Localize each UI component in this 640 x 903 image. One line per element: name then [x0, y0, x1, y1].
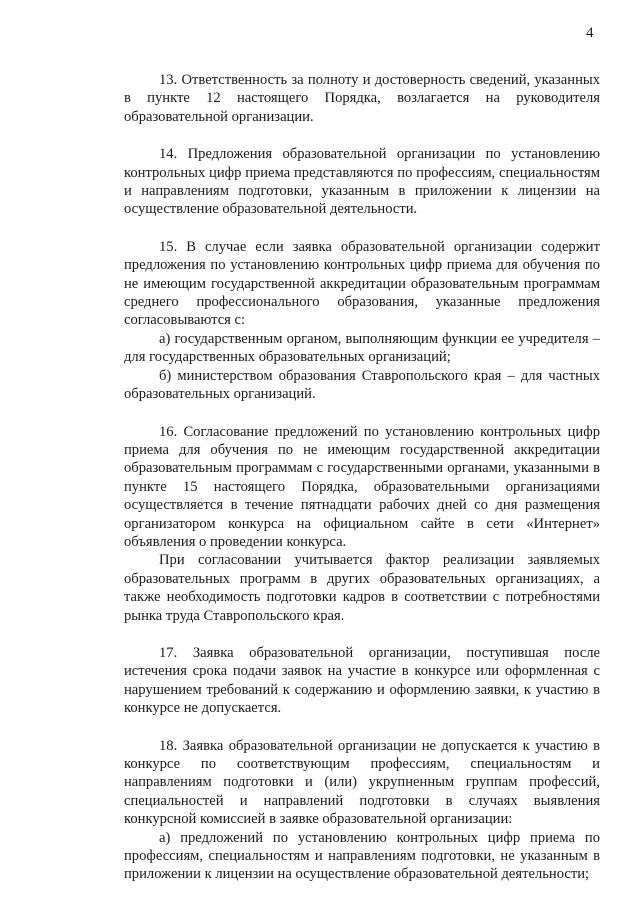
- paragraph-16: 16. Согласование предложений по установлению контрольных цифр приема для обучения по не имеющим государственной аккредитации образовательным программам с государственными органами, указанными в пункте 15 настоящего Порядка, образовательными организациями осуществляется в течение пятнадцати рабочих дней со дня размещения организатором конкурса на официальном сайте в сети «Интернет» объявления о проведении конкурса.: [124, 423, 600, 550]
- paragraph-16-continued: При согласовании учитывается фактор реализации заявляемых образовательных программ в других образовательных организациях, а также необходимость подготовки кадров в соответствии с потребностями рынка труда Ставропольского края.: [124, 552, 600, 624]
- paragraph-13: 13. Ответственность за полноту и достоверность сведений, указанных в пункте 12 настоящего Порядка, возлагается на руководителя образовательной организации.: [124, 72, 600, 125]
- paragraph-18: 18. Заявка образовательной организации не допускается к участию в конкурсе по соответствующим профессиям, специальностям и направлениям подготовки и (или) укрупненным группам профессий, специальностей и направлений подготовки в случаях выявления конкурсной комиссией в заявке образовательной организации:: [124, 737, 600, 828]
- paragraph-15-item-b: б) министерством образования Ставропольского края – для частных образовательных организаций.: [124, 367, 600, 403]
- paragraph-14: 14. Предложения образовательной организации по установлению контрольных цифр приема представляются по профессиям, специальностям и направлениям подготовки, указанным в приложении к лицензии на осуществление образовательной деятельности.: [124, 146, 600, 218]
- paragraph-15-item-a: а) государственным органом, выполняющим функции ее учредителя – для государственных образовательных организаций;: [124, 330, 600, 366]
- document-body: [124, 71, 600, 884]
- page-number: 4: [586, 25, 594, 41]
- paragraph-18-item-a: а) предложений по установлению контрольных цифр приема по профессиям, специальностям и направлениям подготовки, не указанным в приложении к лицензии на осуществление образовательной деятельности;: [124, 829, 600, 883]
- paragraph-15: 15. В случае если заявка образовательной организации содержит предложения по установлению контрольных цифр приема для обучения по не имеющим государственной аккредитации образовательным программам среднего профессионального образования, указанные предложения согласовываются с:: [124, 238, 600, 329]
- paragraph-17: 17. Заявка образовательной организации, поступившая после истечения срока подачи заявок на участие в конкурсе или оформленная с нарушением требований к содержанию и оформлению заявки, к участию в конкурсе не допускается.: [124, 644, 600, 717]
